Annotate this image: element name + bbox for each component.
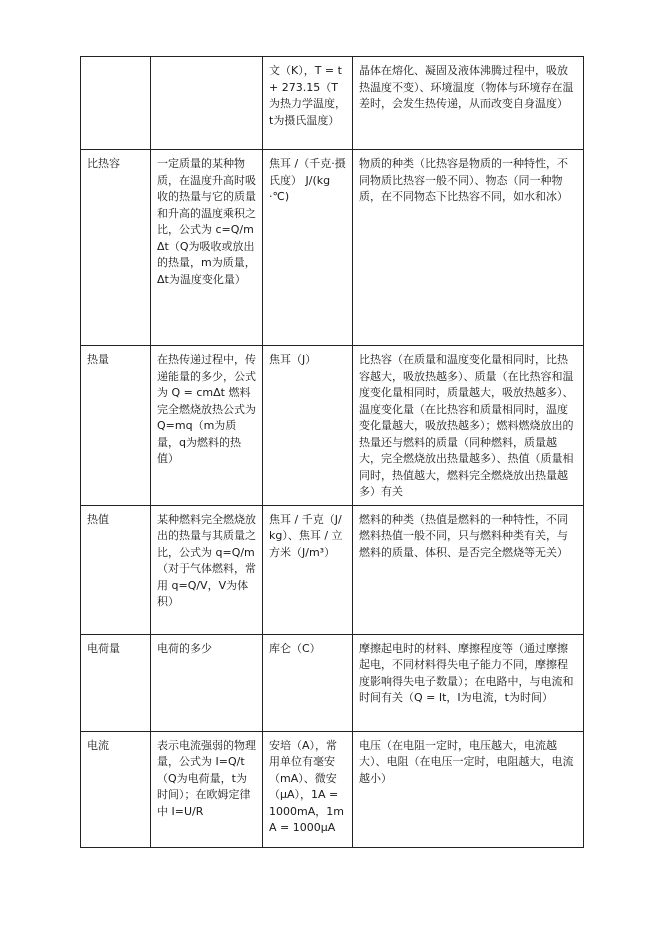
table-row bbox=[81, 150, 584, 346]
definition-cell: 表示电流强弱的物理量，公式为 I=Q/t（Q为电荷量，t为时间）；在欧姆定律中 I=U/R bbox=[151, 731, 263, 847]
quantity-cell bbox=[81, 57, 151, 150]
factors-cell: 电压（在电阻一定时，电压越大，电流越大）、电阻（在电压一定时，电阻越大，电流越小） bbox=[353, 731, 584, 847]
table-row bbox=[81, 57, 584, 150]
definition-cell bbox=[151, 57, 263, 150]
physics-quantity-table bbox=[80, 56, 584, 848]
table-row bbox=[81, 634, 584, 731]
unit-cell: 文（K），T = t + 273.15（T为热力学温度，t为摄氏温度） bbox=[263, 57, 353, 150]
table-row bbox=[81, 731, 584, 847]
unit-cell: 焦耳 /（千克·摄氏度） J/(kg·℃) bbox=[263, 150, 353, 346]
table-row bbox=[81, 346, 584, 506]
quantity-cell: 热值 bbox=[81, 505, 151, 634]
factors-cell: 晶体在熔化、凝固及液体沸腾过程中，吸放热温度不变）、环境温度（物体与环境存在温差时，会发生热传递，从而改变自身温度） bbox=[353, 57, 584, 150]
unit-cell: 焦耳 / 千克（J/kg）、焦耳 / 立方米（J/m³） bbox=[263, 505, 353, 634]
unit-cell: 焦耳（J） bbox=[263, 346, 353, 506]
factors-cell: 物质的种类（比热容是物质的一种特性，不同物质比热容一般不同）、物态（同一种物质，在不同物态下比热容不同，如水和冰） bbox=[353, 150, 584, 346]
definition-cell: 某种燃料完全燃烧放出的热量与其质量之比，公式为 q=Q/m（对于气体燃料，常用 q=Q/V，V为体积） bbox=[151, 505, 263, 634]
quantity-cell: 电流 bbox=[81, 731, 151, 847]
factors-cell: 比热容（在质量和温度变化量相同时，比热容越大，吸放热越多）、质量（在比热容和温度变化量相同时，质量越大，吸放热越多）、温度变化量（在比热容和质量相同时，温度变化量越大，吸放热越多）；燃料燃烧放出的热量还与燃料的质量（同种燃料，质量越大，完全燃烧放出热量越多）、热值（质量相同时，热值越大，燃料完全燃烧放出热量越多）有关 bbox=[353, 346, 584, 506]
definition-cell: 电荷的多少 bbox=[151, 634, 263, 731]
quantity-cell: 电荷量 bbox=[81, 634, 151, 731]
definition-cell: 一定质量的某种物质，在温度升高时吸收的热量与它的质量和升高的温度乘积之比，公式为 c=Q/m Δt（Q为吸收或放出的热量，m为质量，Δt为温度变化量） bbox=[151, 150, 263, 346]
factors-cell: 摩擦起电时的材料、摩擦程度等（通过摩擦起电，不同材料得失电子能力不同，摩擦程度影响得失电子数量）；在电路中，与电流和时间有关（Q = It，I为电流，t为时间） bbox=[353, 634, 584, 731]
unit-cell: 库仑（C） bbox=[263, 634, 353, 731]
definition-cell: 在热传递过程中，传递能量的多少，公式为 Q = cmΔt 燃料完全燃烧放热公式为 Q=mq（m为质量，q为燃料的热值） bbox=[151, 346, 263, 506]
table-row bbox=[81, 505, 584, 634]
quantity-cell: 热量 bbox=[81, 346, 151, 506]
unit-cell: 安培（A），常用单位有毫安（mA）、微安（μA），1A = 1000mA，1mA = 1000μA bbox=[263, 731, 353, 847]
quantity-cell: 比热容 bbox=[81, 150, 151, 346]
factors-cell: 燃料的种类（热值是燃料的一种特性，不同燃料热值一般不同，只与燃料种类有关，与燃料的质量、体积、是否完全燃烧等无关） bbox=[353, 505, 584, 634]
